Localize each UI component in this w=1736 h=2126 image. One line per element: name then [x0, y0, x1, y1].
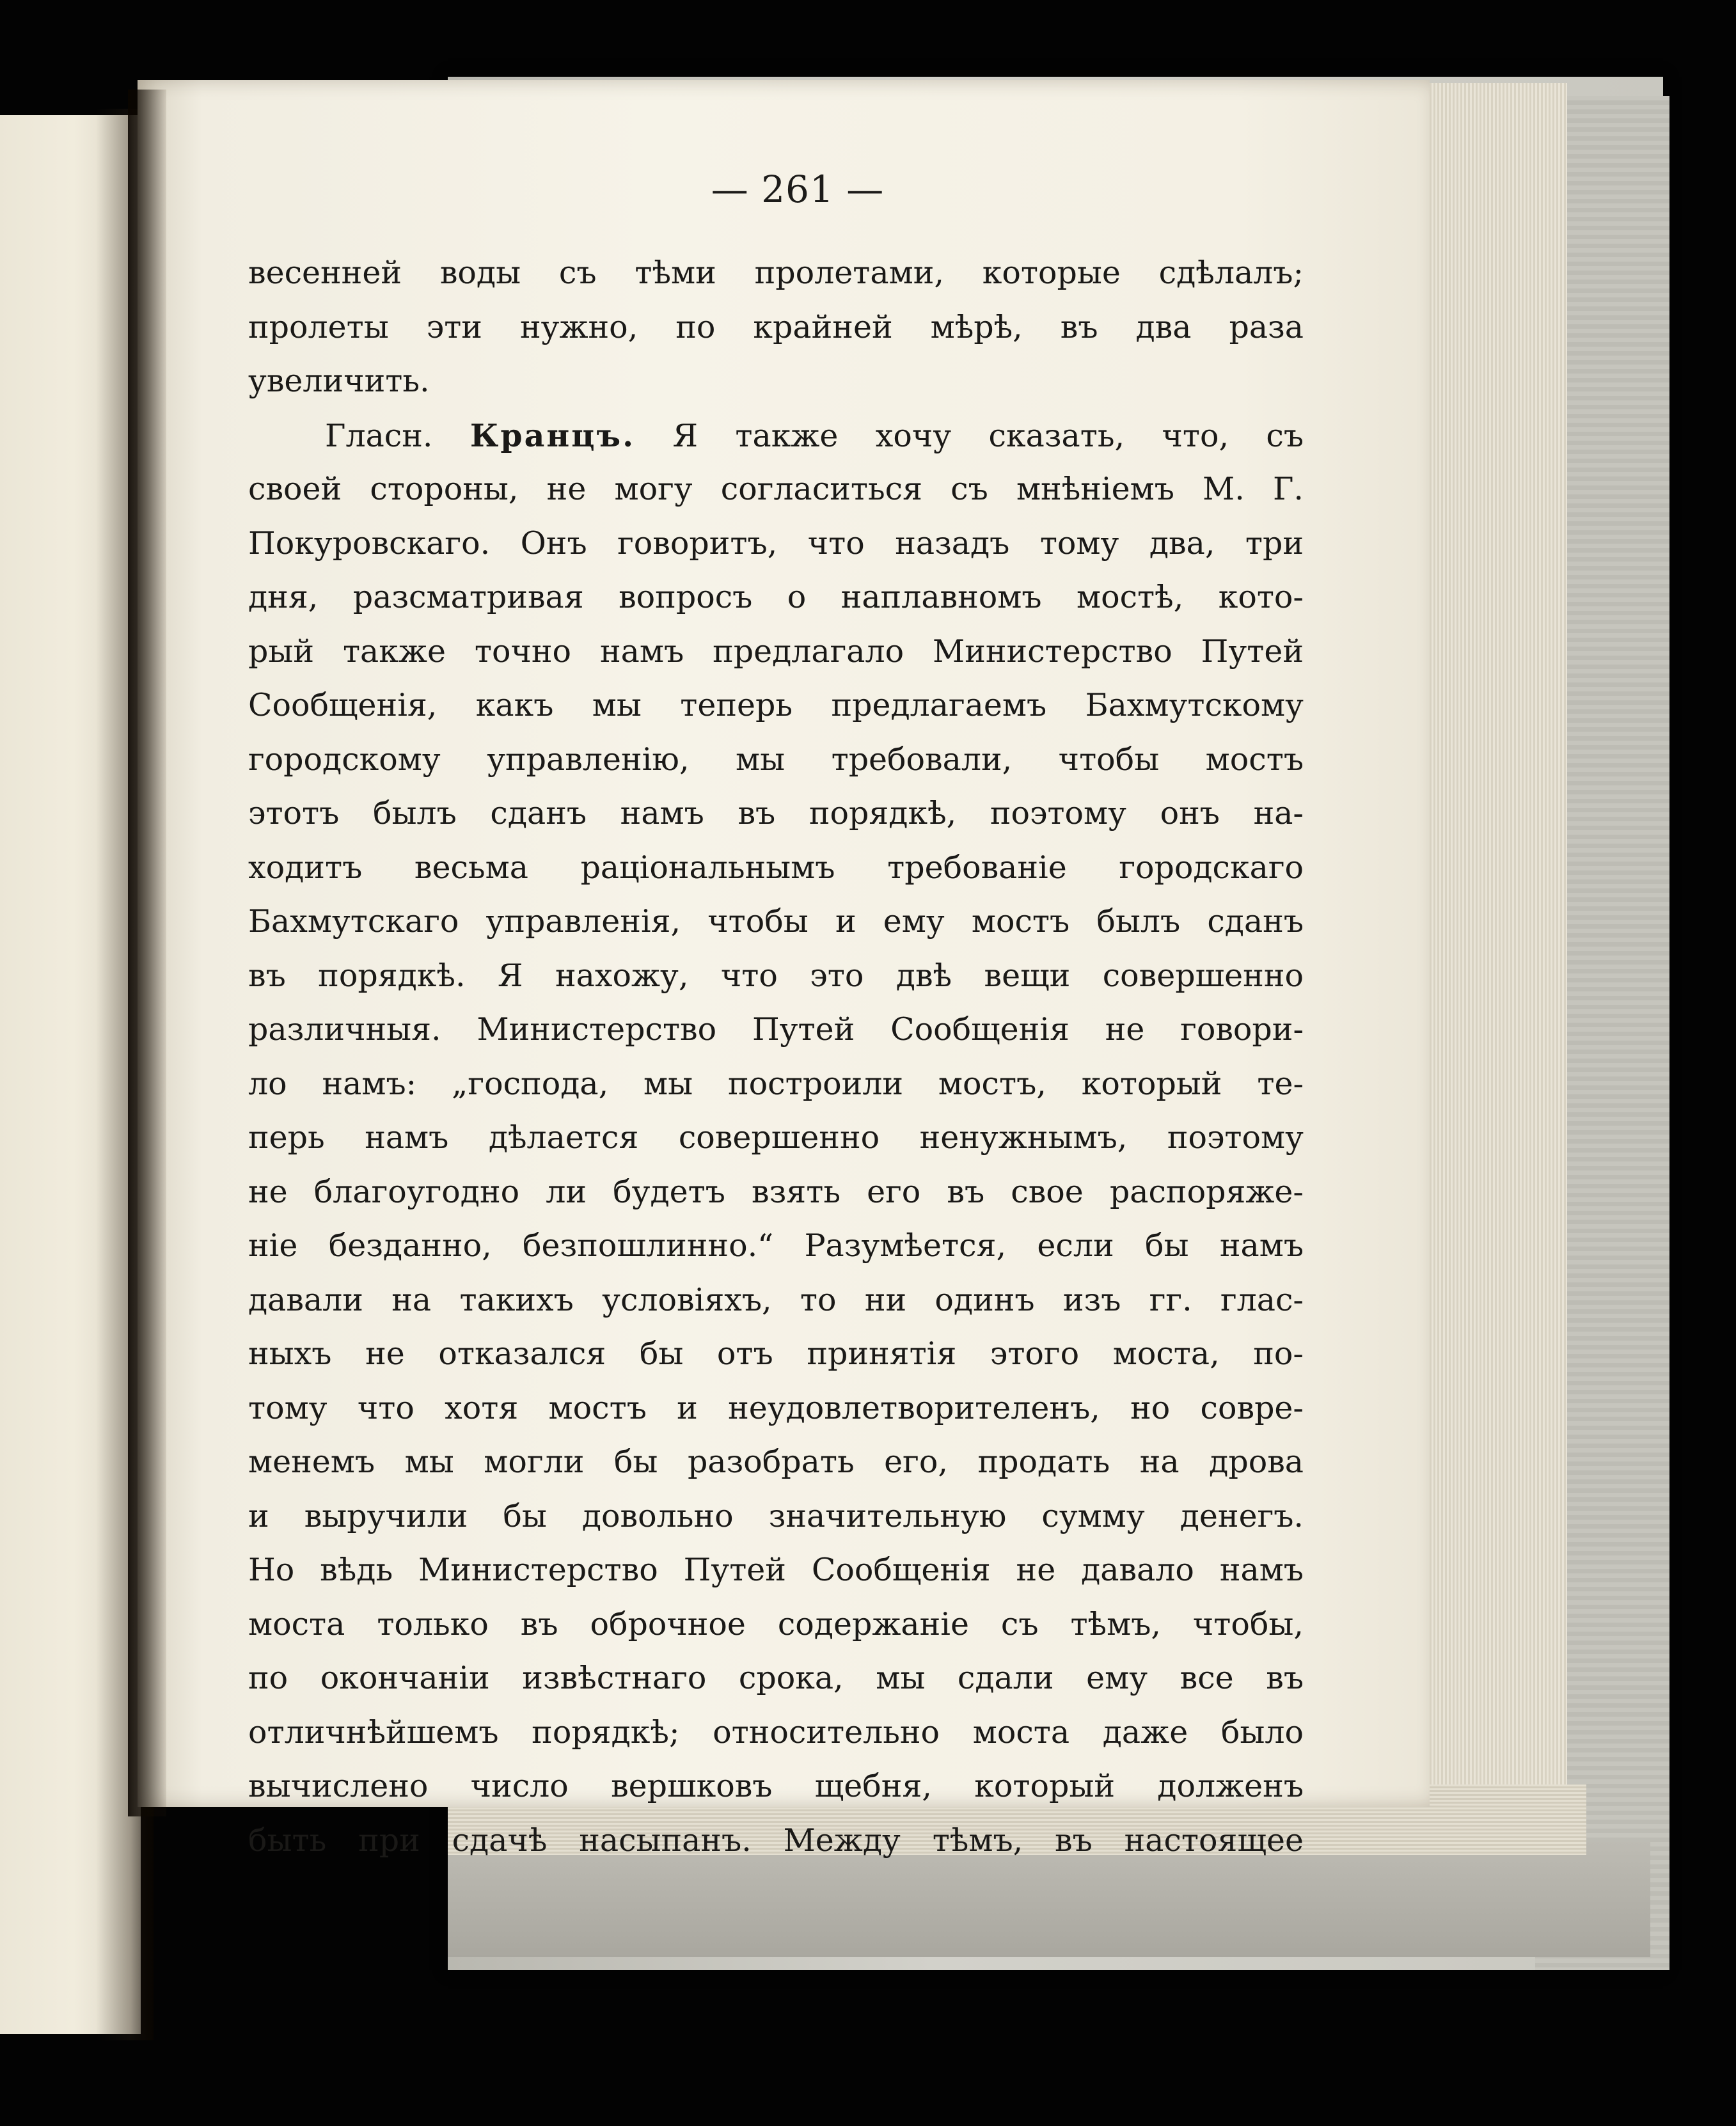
speaker-line-text: Я также хочу сказать, что, съ	[672, 417, 1304, 454]
text-line: Сообщенія, какъ мы теперь предлагаемъ Бахмутскому	[248, 687, 1304, 723]
text-line: по окончаніи извѣстнаго срока, мы сдали ему все въ	[248, 1660, 1304, 1696]
page-number	[0, 168, 1736, 211]
text-line: тому что хотя мостъ и неудовлетворителенъ, но совре-	[248, 1389, 1304, 1426]
text-line: Но вѣдь Министерство Путей Сообщенія не давало намъ	[248, 1552, 1304, 1588]
text-line: дня, разсматривая вопросъ о наплавномъ мостѣ, кото-	[248, 579, 1304, 615]
text-line: перь намъ дѣлается совершенно ненужнымъ, поэтому	[248, 1119, 1304, 1156]
text-line: ло намъ: „господа, мы построили мостъ, который те-	[248, 1065, 1304, 1102]
text-line: ныхъ не отказался бы отъ принятія этого моста, по-	[248, 1335, 1304, 1372]
text-line: вычислено число вершковъ щебня, который долженъ	[248, 1768, 1304, 1804]
text-line: ніе безданно, безпошлинно.“ Разумѣется, если бы намъ	[248, 1227, 1304, 1264]
text-line: отличнѣйшемъ порядкѣ; относительно моста даже было	[248, 1713, 1304, 1751]
text-line: быть при сдачѣ насыпанъ. Между тѣмъ, въ настоящее	[248, 1822, 1304, 1859]
speaker-name: Кранцъ.	[470, 416, 636, 454]
text-line: этотъ былъ сданъ намъ въ порядкѣ, поэтому онъ на-	[248, 795, 1304, 831]
text-line: Покуровскаго. Онъ говоритъ, что назадъ тому два, три	[248, 524, 1304, 562]
text-line: своей стороны, не могу согласиться съ мнѣніемъ М. Г.	[248, 471, 1304, 507]
text-line: городскому управленію, мы требовали, чтобы мостъ	[248, 741, 1304, 778]
text-line: увеличить.	[248, 363, 430, 399]
paragraph-lines	[248, 462, 1304, 1868]
text-line: и выручили бы довольно значительную сумму денегъ.	[248, 1497, 1304, 1534]
text-line: Бахмутскаго управленія, чтобы и ему мостъ былъ сданъ	[248, 903, 1304, 940]
text-line: въ порядкѣ. Я нахожу, что это двѣ вещи совершенно	[248, 957, 1304, 994]
text-line: пролеты эти нужно, по крайней мѣрѣ, въ два раза	[248, 308, 1304, 345]
right-page-gutter-shadow	[128, 90, 166, 1816]
text-line: весенней воды съ тѣми пролетами, которые сдѣлалъ;	[248, 255, 1304, 291]
speaker-prefix: Гласн.	[325, 417, 433, 454]
text-line: давали на такихъ условіяхъ, то ни одинъ изъ гг. глас-	[248, 1281, 1304, 1318]
text-line: менемъ мы могли бы разобрать его, продать на дрова	[248, 1444, 1304, 1480]
text-line: рый также точно намъ предлагало Министерство Путей	[248, 633, 1304, 670]
text-line: различныя. Министерство Путей Сообщенія не говори-	[248, 1011, 1304, 1048]
text-line: ходитъ весьма раціональнымъ требованіе городскаго	[248, 849, 1304, 886]
page-text-block	[248, 246, 1304, 1868]
text-line: не благоугодно ли будетъ взять его въ свое распоряже-	[248, 1173, 1304, 1210]
speaker-line	[248, 409, 1304, 463]
text-line: моста только въ оброчное содержаніе съ тѣмъ, чтобы,	[248, 1605, 1304, 1642]
page-number-text: — 261 —	[711, 168, 885, 211]
